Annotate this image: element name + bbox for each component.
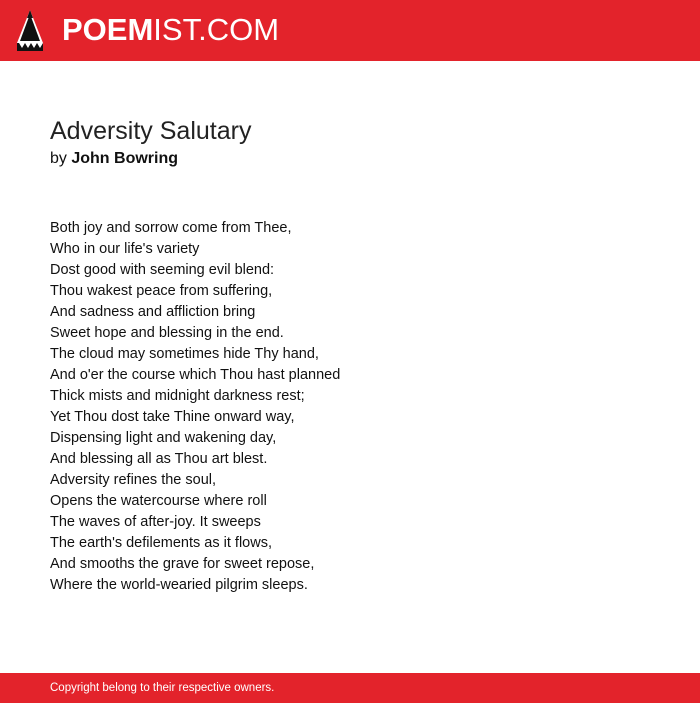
site-footer bbox=[0, 673, 700, 703]
poem-line: And smooths the grave for sweet repose, bbox=[50, 556, 315, 572]
poem-line: And blessing all as Thou art blest. bbox=[50, 451, 268, 467]
byline bbox=[50, 148, 178, 170]
poem-line: Dost good with seeming evil blend: bbox=[50, 262, 275, 278]
poem-line: Adversity refines the soul, bbox=[50, 472, 217, 488]
author-name: John Bowring bbox=[71, 150, 179, 167]
poem-line: And sadness and affliction bring bbox=[50, 304, 256, 320]
brand-bold: POEM bbox=[62, 12, 154, 47]
brand-light: IST.COM bbox=[153, 12, 280, 47]
poem-line: Yet Thou dost take Thine onward way, bbox=[50, 409, 295, 425]
poem-line: The cloud may sometimes hide Thy hand, bbox=[50, 346, 319, 362]
poem-line: And o'er the course which Thou hast planned bbox=[50, 367, 341, 383]
copyright-text: Copyright belong to their respective owners. bbox=[50, 682, 275, 694]
by-label: by bbox=[50, 150, 67, 167]
poem-line: Sweet hope and blessing in the end. bbox=[50, 325, 284, 341]
poem-line: The earth's defilements as it flows, bbox=[50, 535, 272, 551]
poem-line: Thou wakest peace from suffering, bbox=[50, 283, 273, 299]
poem-line: Where the world-wearied pilgrim sleeps. bbox=[50, 577, 308, 593]
poem-line: The waves of after-joy. It sweeps bbox=[50, 514, 261, 530]
poem-line: Who in our life's variety bbox=[50, 241, 200, 257]
pencil-icon[interactable] bbox=[17, 10, 43, 51]
poem-line: Thick mists and midnight darkness rest; bbox=[50, 388, 305, 404]
poem-body bbox=[50, 218, 340, 596]
site-header bbox=[0, 0, 700, 61]
poem-line: Dispensing light and wakening day, bbox=[50, 430, 277, 446]
poem-line: Both joy and sorrow come from Thee, bbox=[50, 220, 292, 236]
poem-title: Adversity Salutary bbox=[50, 117, 252, 145]
poem-line: Opens the watercourse where roll bbox=[50, 493, 267, 509]
site-logo-link[interactable] bbox=[62, 12, 279, 48]
